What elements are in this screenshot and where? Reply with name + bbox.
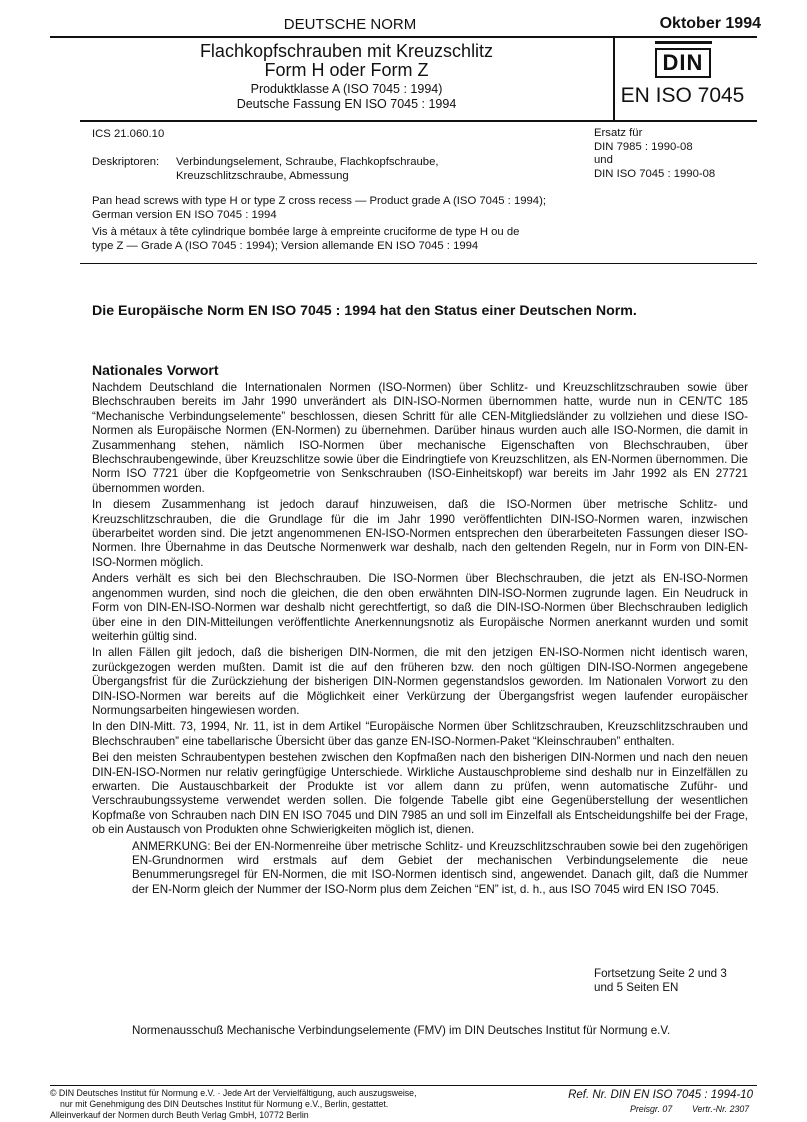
replaces-item: DIN 7985 : 1990-08 — [594, 140, 693, 153]
descriptors-line-2: Kreuzschlitzschraube, Abmessung — [176, 170, 349, 182]
copyright-line-1: © DIN Deutsches Institut für Normung e.V. · Jede Art der Vervielfältigung, auch auszugsweise, — [50, 1088, 417, 1098]
continuation-note — [594, 967, 727, 995]
foreword-body — [92, 381, 748, 899]
paragraph: In allen Fällen gilt jedoch, daß die bisherigen DIN-Normen, die mit den jetzigen EN-ISO-Normen nicht identisch waren, zurückgezogen werden mußten. Damit ist die auf den früheren bzw. den noch gültigen DIN-ISO-Normen angegebene Übergangsfrist für die Zurückziehung der bisherigen DIN-Normen gegenstandslos geworden. Im Nationalen Vorwort zu den DIN-ISO-Normen war bereits auf die Möglichkeit einer Verkürzung der Übergangsfrist wegen laufender europäischer Normungsarbeiten hingewiesen worden. — [92, 646, 748, 717]
copyright-notice — [50, 1088, 417, 1121]
title-line-1: Flachkopfschrauben mit Kreuzschlitz — [199, 41, 494, 61]
english-title-line-1: Pan head screws with type H or type Z cross recess — Product grade A (ISO 7045 : 1994); — [92, 195, 546, 207]
standard-number: EN ISO 7045 — [620, 84, 745, 107]
continuation-line-1: Fortsetzung Seite 2 und 3 — [594, 967, 727, 980]
french-title — [92, 225, 519, 253]
top-rule — [50, 36, 757, 38]
note-paragraph: ANMERKUNG: Bei der EN-Normenreihe über metrische Schlitz- und Kreuzschlitzschrauben sowie bei den zugehörigen EN-Grundnormen wird erstmals auf dem Gebiet der mechanischen Verbindungselemente die neue Benummerungsregel für EN-Normen, die mit ISO-Normen identisch sind, angewendet. Danach gilt, daß die Nummer der EN-Norm gleich der Nummer der ISO-Norm plus dem Zeichen “EN” ist, d. h., aus ISO 7045 wird EN ISO 7045. — [132, 839, 748, 896]
paragraph: Anders verhält es sich bei den Blechschrauben. Die ISO-Normen über Blechschrauben, die jetzt als EN-ISO-Normen angenommen wurden, sind noch die gleichen, die den oben erwähnten DIN-ISO-Normen zugrunde lagen. Ein Neudruck in Form von DIN-EN-ISO-Normen war deshalb nicht gerechtfertigt, so daß die DIN-ISO-Normen über Blechschrauben lediglich über eine in den DIN-Mitteilungen veröffentlichte Anerkennungsnotiz als Europäische Normen anerkannt wurden und somit weiterhin gültig sind. — [92, 572, 748, 643]
title-line-2: Form H oder Form Z — [264, 60, 429, 80]
paragraph: Bei den meisten Schraubentypen bestehen zwischen den Kopfmaßen nach den bisherigen DIN-Normen und nach den neuen DIN-EN-ISO-Normen nur relativ geringfügige Unterschiede. Wirkliche Austauschprobleme sind deshalb nur in Einzelfällen zu erwarten. Die Austauschbarkeit der Produkte ist vor allem dann zu prüfen, wenn automatische Zuführ- und Verschraubungssysteme verwendet werden sollen. Die folgende Tabelle gibt eine Gegenüberstellung der wesentlichen Kopfmaße von Schrauben nach DIN EN ISO 7045 und DIN 7985 an und soll im Einzelfall als Entscheidungshilfe bei der Frage, ob ein Austausch von Produkten ohne Schwierigkeiten möglich ist, dienen. — [92, 751, 748, 837]
distribution-number: Vertr.-Nr. 2307 — [692, 1104, 750, 1114]
title-line-4: Deutsche Fassung EN ISO 7045 : 1994 — [236, 97, 457, 111]
meta-bottom-rule — [80, 263, 757, 264]
english-title — [92, 194, 546, 222]
french-title-line-1: Vis à métaux à tête cylindrique bombée large à empreinte cruciforme de type H ou de — [92, 226, 520, 238]
issue-date: Oktober 1994 — [659, 15, 761, 32]
status-statement: Die Europäische Norm EN ISO 7045 : 1994 hat den Status einer Deutschen Norm. — [92, 303, 637, 319]
norm-type-header: DEUTSCHE NORM — [283, 16, 417, 33]
reference-number: Ref. Nr. DIN EN ISO 7045 : 1994-10 — [568, 1089, 753, 1101]
sales-notice: Alleinverkauf der Normen durch Beuth Verlag GmbH, 10772 Berlin — [50, 1110, 309, 1120]
english-title-line-2: German version EN ISO 7045 : 1994 — [92, 209, 277, 221]
replaces-item: DIN ISO 7045 : 1990-08 — [594, 167, 716, 180]
price-group: Preisgr. 07 — [630, 1104, 673, 1114]
descriptors-label: Deskriptoren: — [92, 156, 160, 168]
copyright-line-2: nur mit Genehmigung des DIN Deutsches Institut für Normung e.V., Berlin, gestattet. — [60, 1099, 389, 1109]
replaces-block — [594, 127, 715, 181]
section-heading: Nationales Vorwort — [92, 362, 219, 378]
committee-line: Normenausschuß Mechanische Verbindungselemente (FMV) im DIN Deutsches Institut für Normung e.V. — [132, 1024, 671, 1037]
title-divider — [613, 38, 615, 120]
paragraph: In diesem Zusammenhang ist jedoch darauf hinzuweisen, daß die ISO-Normen über metrische Schlitz- und Kreuzschlitzschrauben, die die Grundlage für die im Jahr 1990 veröffentlichten DIN-ISO-Normen waren, inzwischen überarbeitet worden sind. Die jetzt angenommenen EN-ISO-Normen entsprechen den überarbeiteten Fassungen dieser ISO-Normen. Ihre Übernahme in das Deutsche Normenwerk war deshalb, nach den geltenden Regeln, nur in Form von DIN-EN-ISO-Normen möglich. — [92, 498, 748, 569]
footer-rule — [50, 1085, 757, 1086]
descriptors-line-1: Verbindungselement, Schraube, Flachkopfschraube, — [176, 156, 439, 168]
title-block — [80, 42, 613, 112]
french-title-line-2: type Z — Grade A (ISO 7045 : 1994); Version allemande EN ISO 7045 : 1994 — [92, 240, 479, 252]
replaces-label: Ersatz für — [594, 127, 643, 139]
replaces-and: und — [594, 154, 613, 166]
descriptors-text — [176, 155, 439, 183]
din-logo: DIN — [655, 48, 711, 78]
continuation-line-2: und 5 Seiten EN — [594, 981, 679, 994]
title-line-3: Produktklasse A (ISO 7045 : 1994) — [250, 82, 443, 96]
paragraph: In den DIN-Mitt. 73, 1994, Nr. 11, ist in dem Artikel “Europäische Normen über Schlitzschrauben, Kreuzschlitzschrauben und Blechschrauben” eine tabellarische Übersicht über das ganze EN-ISO-Normen-Paket “Kleinschrauben” enthalten. — [92, 720, 748, 748]
title-bottom-rule — [80, 120, 757, 122]
paragraph: Nachdem Deutschland die Internationalen Normen (ISO-Normen) über Schlitz- und Kreuzschlitzschrauben sowie über Blechschrauben bereits im Jahr 1990 unverändert als DIN-ISO-Normen übernommen hatte, wurde nun in CEN/TC 185 “Mechanische Verbindungselemente” beschlossen, diesen Schritt für alle CEN-Mitgliedsländer zu vollziehen und diese ISO-Normen als Europäische Normen (EN-Normen) zu übernehmen. Darüber hinaus wurden auch alle ISO-Normen, die damit in Zusammenhang stehen, nämlich ISO-Normen über mechanische Eigenschaften von Blechschrauben, über Blechschraubengewinde, über Kreuzschlitze sowie über die Eindringtiefe von Kreuzschlitzen, als EN-Normen übernommen. Die Norm ISO 7721 über die Kopfgeometrie von Senkschrauben (ISO-Einheitskopf) war bereits im Jahr 1992 als EN 27721 übernommen worden. — [92, 381, 748, 495]
ics-code: ICS 21.060.10 — [92, 128, 165, 140]
